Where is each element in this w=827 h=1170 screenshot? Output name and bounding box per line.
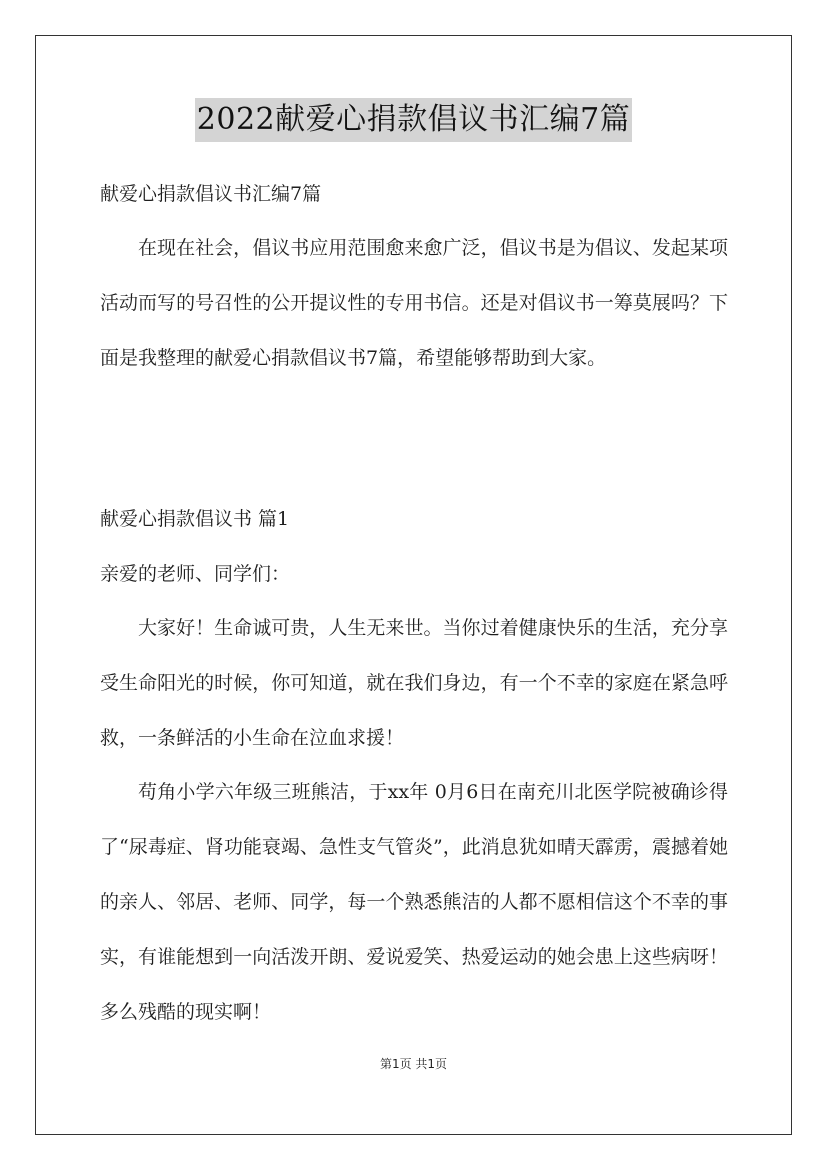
salutation-line: 亲爱的老师、同学们： (100, 563, 291, 585)
document-subtitle: 献爱心捐款倡议书汇编7篇 (100, 183, 322, 205)
section-heading: 献爱心捐款倡议书 篇1 (100, 508, 290, 530)
document-title: 2022献爱心捐款倡议书汇编7篇 (195, 98, 632, 142)
body-paragraph-1: 大家好！生命诚可贵，人生无来世。当你过着健康快乐的生活，充分享受生命阳光的时候，你可知道，就在我们身边，有一个不幸的家庭在紧急呼救，一条鲜活的小生命在泣血求援！ (100, 617, 728, 749)
title-container (0, 98, 827, 142)
page-footer: 第1页 共1页 (379, 1057, 448, 1071)
body-paragraph-2: 苟角小学六年级三班熊洁，于xx年 0月6日在南充川北医学院被确诊得了“尿毒症、肾功能衰竭、急性支气管炎”，此消息犹如晴天霹雳，震撼着她的亲人、邻居、老师、同学，每一个熟悉熊洁的人都不愿相信这个不幸的事实，有谁能想到一向活泼开朗、爱说爱笑、热爱运动的她会患上这些病呀！多么残酷的现实啊！ (100, 781, 728, 1023)
intro-paragraph: 在现在社会，倡议书应用范围愈来愈广泛，倡议书是为倡议、发起某项活动而写的号召性的公开提议性的专用书信。还是对倡议书一筹莫展吗？下面是我整理的献爱心捐款倡议书7篇，希望能够帮助到大家。 (100, 237, 728, 369)
